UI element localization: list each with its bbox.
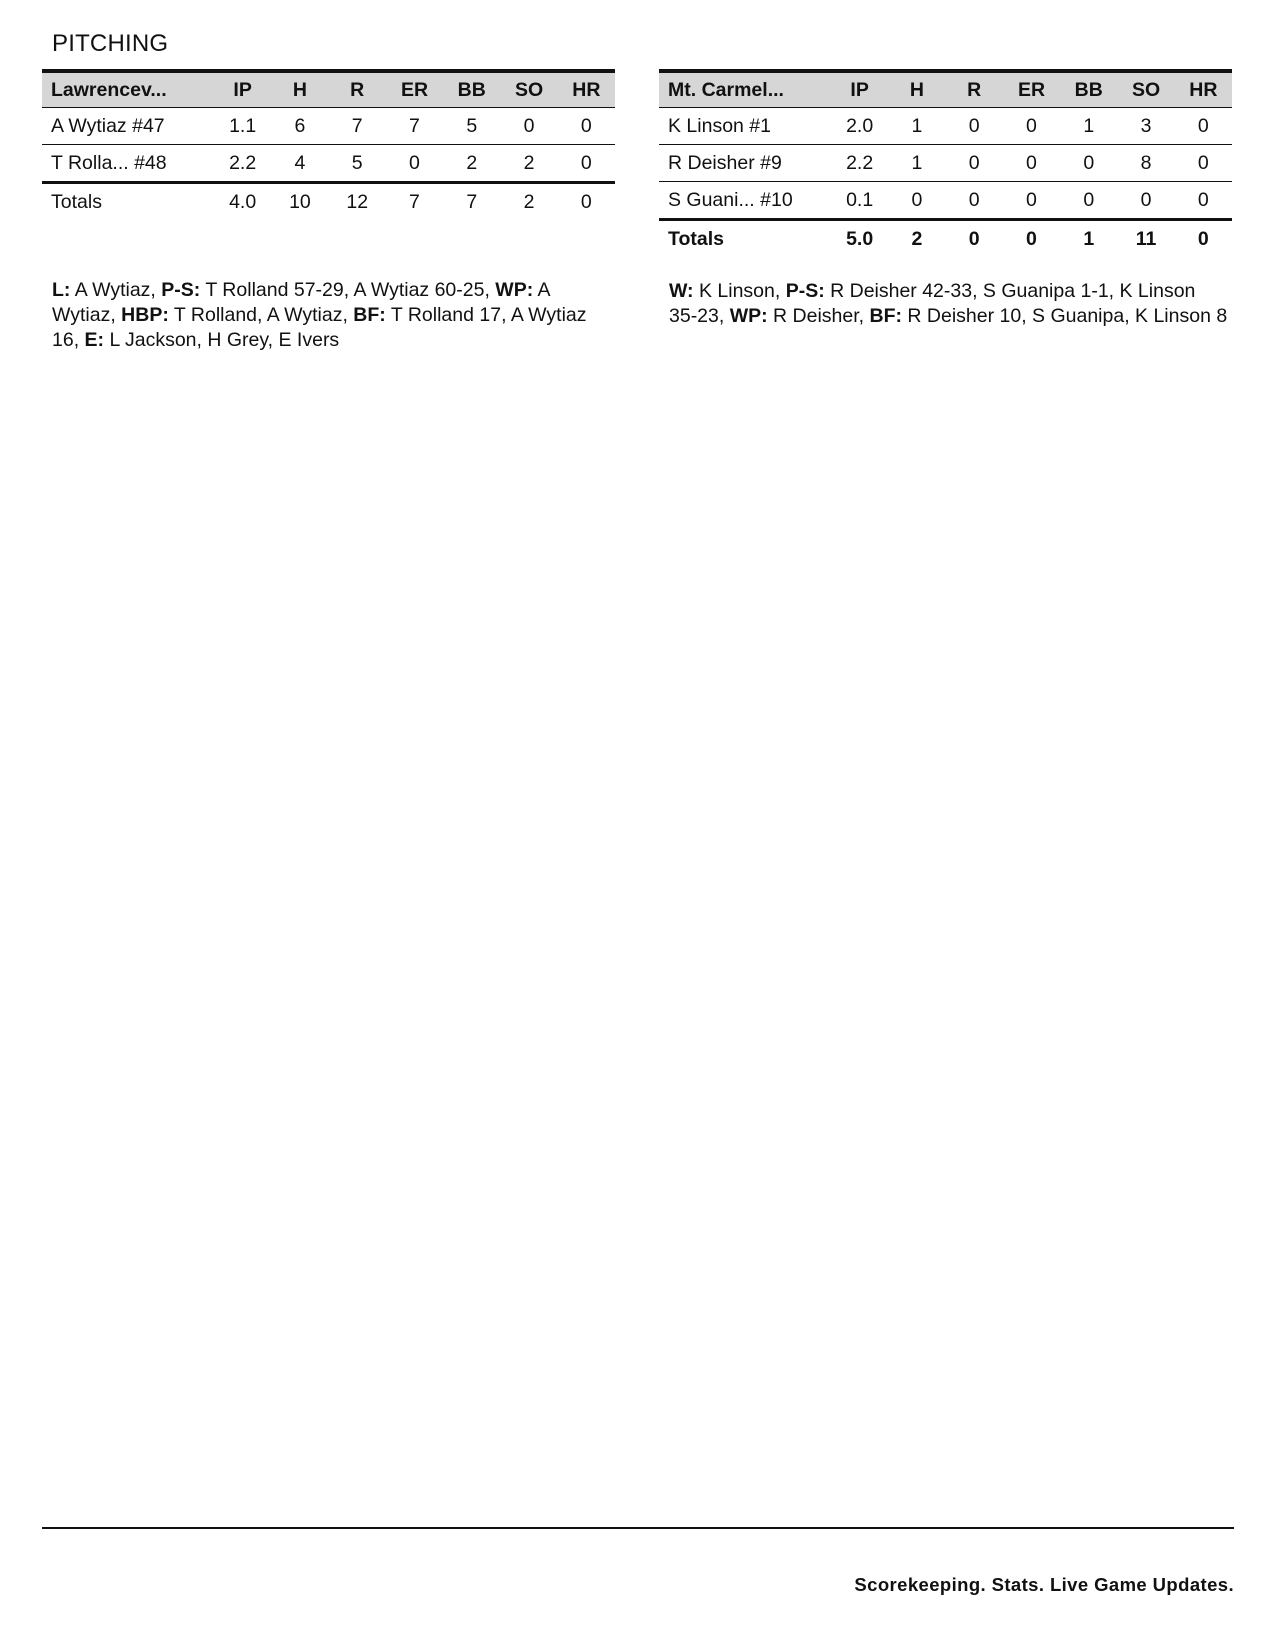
col-header-h: H [888,71,945,108]
stat-so: 2 [500,145,557,183]
stat-so: 8 [1117,145,1174,182]
note-label: P-S: [785,280,825,302]
table-row [659,108,1232,145]
totals-row [42,183,615,221]
stat-h: 1 [888,108,945,145]
stat-h: 1 [888,145,945,182]
stat-bb: 0 [1060,182,1117,220]
table-row [659,145,1232,182]
stat-so: 3 [1117,108,1174,145]
away-pitching-table [42,69,615,220]
stat-bb: 2 [443,145,500,183]
total-ip: 5.0 [831,220,888,258]
total-er: 7 [386,183,443,221]
home-pitching-block [659,69,1232,329]
totals-row [659,220,1232,258]
note-text: T Rolland 17, A Wytiaz 16, [52,304,587,351]
note-label: BF: [353,304,386,326]
col-header-bb: BB [443,71,500,108]
pitcher-name: S Guani... #10 [659,182,831,220]
stat-h: 4 [271,145,328,183]
stat-r: 7 [329,108,386,145]
total-so: 2 [500,183,557,221]
note-label: L: [52,279,71,301]
pitcher-name: K Linson #1 [659,108,831,145]
away-pitching-notes [42,278,615,353]
stat-er: 0 [1003,145,1060,182]
stat-er: 7 [386,108,443,145]
stat-so: 0 [1117,182,1174,220]
total-bb: 1 [1060,220,1117,258]
note-label: BF: [869,305,902,327]
col-header-r: R [946,71,1003,108]
stat-ip: 2.0 [831,108,888,145]
total-so: 11 [1117,220,1174,258]
col-header-hr: HR [558,71,615,108]
stat-ip: 2.2 [831,145,888,182]
col-header-h: H [271,71,328,108]
away-pitching-block [42,69,615,353]
note-label: WP: [729,305,768,327]
stat-er: 0 [1003,182,1060,220]
stat-hr: 0 [558,145,615,183]
stat-bb: 5 [443,108,500,145]
note-text: L Jackson, H Grey, E Ivers [104,329,340,351]
stat-bb: 0 [1060,145,1117,182]
col-header-bb: BB [1060,71,1117,108]
total-bb: 7 [443,183,500,221]
stat-h: 6 [271,108,328,145]
section-title: PITCHING [52,30,169,57]
stat-er: 0 [386,145,443,183]
pitcher-name: R Deisher #9 [659,145,831,182]
total-hr: 0 [558,183,615,221]
note-text: T Rolland 57-29, A Wytiaz 60-25, [200,279,496,301]
stat-r: 0 [946,108,1003,145]
note-text: R Deisher, [767,305,870,327]
stat-hr: 0 [1175,145,1232,182]
stat-r: 0 [946,182,1003,220]
col-header-hr: HR [1175,71,1232,108]
note-label: HBP: [121,304,169,326]
totals-label: Totals [659,220,831,258]
team-name-header: Lawrencev... [42,71,214,108]
col-header-r: R [329,71,386,108]
total-r: 0 [946,220,1003,258]
note-label: E: [84,329,105,351]
stat-er: 0 [1003,108,1060,145]
table-header-row [42,71,615,108]
table-row [42,108,615,145]
pitcher-name: A Wytiaz #47 [42,108,214,145]
note-text: A Wytiaz, [52,279,550,326]
total-h: 10 [271,183,328,221]
note-label: WP: [495,279,534,301]
stat-h: 0 [888,182,945,220]
stat-hr: 0 [1175,108,1232,145]
home-pitching-table [659,69,1232,257]
stat-hr: 0 [558,108,615,145]
note-text: A Wytiaz, [70,279,162,301]
note-text: K Linson, [693,280,786,302]
stat-ip: 0.1 [831,182,888,220]
total-er: 0 [1003,220,1060,258]
footer-tagline: Scorekeeping. Stats. Live Game Updates. [854,1574,1234,1595]
note-text: R Deisher 42-33, S Guanipa 1-1, K Linson 35-23, [669,280,1196,327]
stat-r: 0 [946,145,1003,182]
note-text: R Deisher 10, S Guanipa, K Linson 8 [902,305,1228,327]
footer-divider [42,1527,1234,1529]
note-label: W: [669,280,694,302]
col-header-er: ER [386,71,443,108]
home-pitching-notes [659,279,1232,329]
pitcher-name: T Rolla... #48 [42,145,214,183]
stat-r: 5 [329,145,386,183]
table-header-row [659,71,1232,108]
stat-hr: 0 [1175,182,1232,220]
team-name-header: Mt. Carmel... [659,71,831,108]
table-row [659,182,1232,220]
totals-label: Totals [42,183,214,221]
stat-ip: 1.1 [214,108,271,145]
col-header-ip: IP [831,71,888,108]
col-header-er: ER [1003,71,1060,108]
stat-so: 0 [500,108,557,145]
stat-ip: 2.2 [214,145,271,183]
col-header-ip: IP [214,71,271,108]
stat-bb: 1 [1060,108,1117,145]
total-ip: 4.0 [214,183,271,221]
total-h: 2 [888,220,945,258]
total-r: 12 [329,183,386,221]
total-hr: 0 [1175,220,1232,258]
col-header-so: SO [1117,71,1174,108]
note-text: T Rolland, A Wytiaz, [168,304,354,326]
note-label: P-S: [161,279,201,301]
col-header-so: SO [500,71,557,108]
table-row [42,145,615,183]
